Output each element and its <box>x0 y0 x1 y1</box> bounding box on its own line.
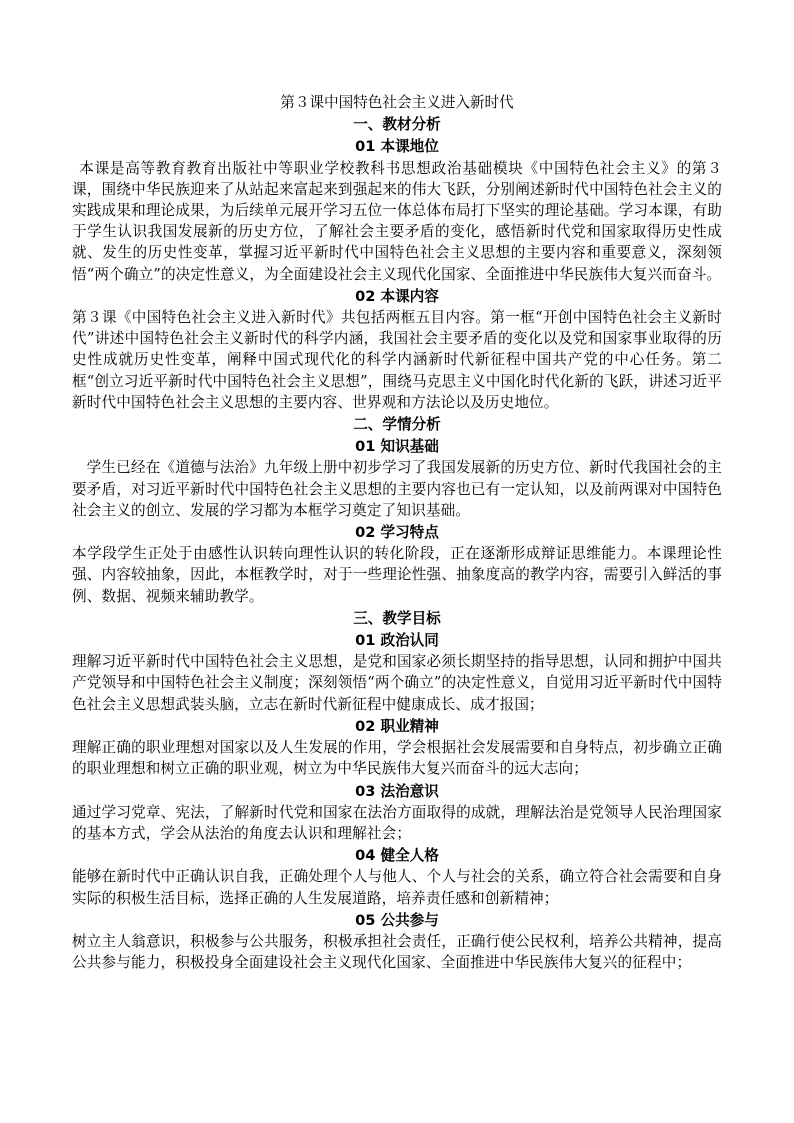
subsection-heading-sound-personality: 04 健全人格 <box>355 847 439 865</box>
paragraph-sound-personality: 能够在新时代中正确认识自我，正确处理个人与他人、个人与社会的关系，确立符合社会需要和自身实际的积极生活目标，选择正确的人生发展道路，培养责任感和创新精神； <box>72 868 722 907</box>
paragraph-professional-spirit: 理解正确的职业理想对国家以及人生发展的作用，学会根据社会发展需要和自身特点，初步确立正确的职业理想和树立正确的职业观，树立为中华民族伟大复兴而奋斗的远大志向； <box>72 739 722 778</box>
paragraph-public-participation: 树立主人翁意识，积极参与公共服务，积极承担社会责任，正确行使公民权利，培养公共精神，提高公共参与能力，积极投身全面建设社会主义现代化国家、全面推进中华民族伟大复兴的征程中； <box>72 932 722 972</box>
subsection-heading-lesson-content: 02 本课内容 <box>355 287 439 305</box>
subsection-heading-political-identity: 01 政治认同 <box>355 632 439 650</box>
subsection-heading-public-participation: 05 公共参与 <box>355 911 439 929</box>
section-heading-teaching-goals: 三、教学目标 <box>353 609 441 627</box>
document-title: 第３课中国特色社会主义进入新时代 <box>280 94 514 111</box>
subsection-heading-lesson-position: 01 本课地位 <box>355 138 439 156</box>
section-heading-student-analysis: 二、学情分析 <box>353 416 441 434</box>
subsection-heading-professional-spirit: 02 职业精神 <box>355 717 439 735</box>
paragraph-rule-of-law: 通过学习党章、宪法，了解新时代党和国家在法治方面取得的成就，理解法治是党领导人民治理国家的基本方式，学会从法治的角度去认识和理解社会； <box>72 803 722 842</box>
subsection-heading-learning-traits: 02 学习特点 <box>355 524 439 542</box>
subsection-heading-rule-of-law: 03 法治意识 <box>355 782 439 800</box>
paragraph-knowledge-base: 学生已经在《道德与法治》九年级上册中初步学习了我国发展新的历史方位、新时代我国社会的主要矛盾，对习近平新时代中国特色社会主义思想的主要内容也已有一定认知，以及前两课对中国特色社会主义的创立、发展的学习都为本框学习奠定了知识基础。 <box>72 459 722 519</box>
subsection-heading-knowledge-base: 01 知识基础 <box>355 438 439 456</box>
paragraph-political-identity: 理解习近平新时代中国特色社会主义思想，是党和国家必须长期坚持的指导思想，认同和拥护中国共产党领导和中国特色社会主义制度；深刻领悟“两个确立”的决定性意义，自觉用习近平新时代中国特色社会主义思想武装头脑，立志在新时代新征程中健康成长、成才报国； <box>72 653 722 713</box>
paragraph-lesson-content: 第３课《中国特色社会主义进入新时代》共包括两框五目内容。第一框“开创中国特色社会主义新时代”讲述中国特色社会主义新时代的科学内涵，我国社会主要矛盾的变化以及党和国家事业取得的历史性成就历史性变革，阐释中国式现代化的科学内涵新时代新征程中国共产党的中心任务。第二框“创立习近平新时代中国特色社会主义思想”，围绕马克思主义中国化时代化新的飞跃，讲述习近平新时代中国特色社会主义思想的主要内容、世界观和方法论以及历史地位。 <box>72 309 722 411</box>
paragraph-lesson-position: 本课是高等教育教育出版社中等职业学校教科书思想政治基础模块《中国特色社会主义》的第３课，围绕中华民族迎来了从站起来富起来到强起来的伟大飞跃，分别阐述新时代中国特色社会主义的实践成果和理论成果，为后续单元展开学习五位一体总体布局打下坚实的理论基础。学习本课，有助于学生认识我国发展新的历史方位，了解社会主要矛盾的变化，感悟新时代党和国家取得历史性成就、发生的历史性变革，掌握习近平新时代中国特色社会主义思想的主要内容和重要意义，深刻领悟“两个确立”的决定性意义，为全面建设社会主义现代化国家、全面推进中华民族伟大复兴而奋斗。 <box>72 159 722 283</box>
paragraph-learning-traits: 本学段学生正处于由感性认识转向理性认识的转化阶段，正在逐渐形成辩证思维能力。本课理论性强、内容较抽象，因此，本框教学时，对于一些理论性强、抽象度高的教学内容，需要引入鲜活的事例、数据、视频来辅助教学。 <box>72 545 722 605</box>
document-page <box>72 92 722 973</box>
section-heading-textbook-analysis: 一、教材分析 <box>353 116 441 134</box>
